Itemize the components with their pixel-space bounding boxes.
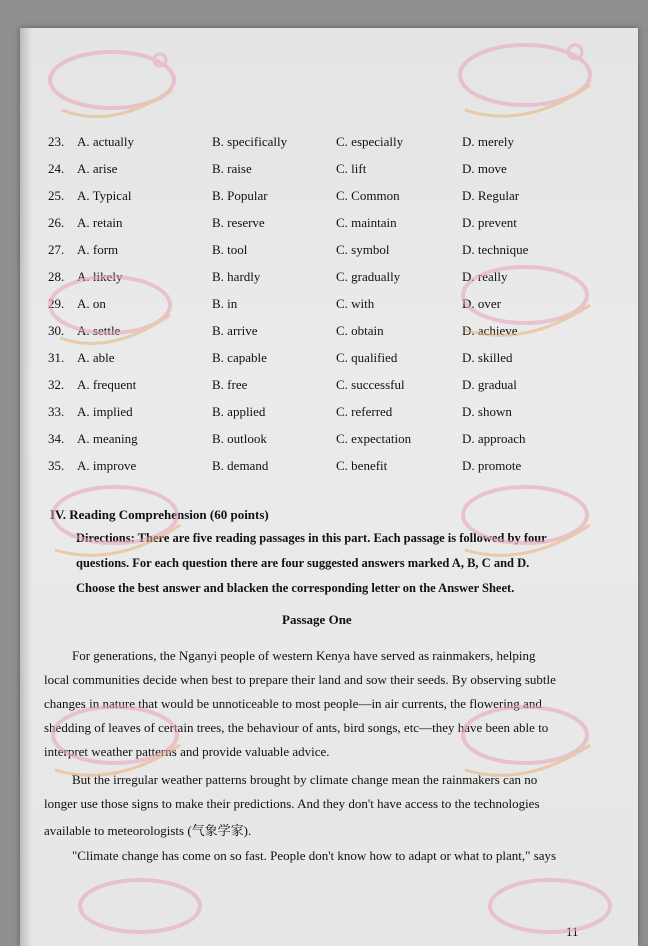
option-b: B. in xyxy=(212,296,238,311)
option-d: D. merely xyxy=(462,134,514,149)
directions-line: questions. For each question there are four suggested answers marked A, B, C and D. xyxy=(76,556,530,570)
option-row xyxy=(0,134,648,154)
option-c: C. Common xyxy=(336,188,400,203)
option-c: C. obtain xyxy=(336,323,384,338)
question-number: 35. xyxy=(48,458,65,473)
option-c: C. maintain xyxy=(336,215,397,230)
option-b: B. reserve xyxy=(212,215,265,230)
option-d: D. over xyxy=(462,296,501,311)
option-c: C. lift xyxy=(336,161,367,176)
option-c: C. gradually xyxy=(336,269,401,284)
option-b: B. raise xyxy=(212,161,252,176)
question-number: 27. xyxy=(48,242,65,257)
option-row xyxy=(0,269,648,289)
passage-line: interpret weather patterns and provide valuable advice. xyxy=(44,744,330,759)
option-d: D. Regular xyxy=(462,188,520,203)
question-number: 25. xyxy=(48,188,65,203)
option-row xyxy=(0,188,648,208)
option-d: D. really xyxy=(462,269,508,284)
option-b: B. hardly xyxy=(212,269,261,284)
option-a: A. frequent xyxy=(77,377,137,392)
option-row xyxy=(0,431,648,451)
question-number: 33. xyxy=(48,404,65,419)
option-d: D. promote xyxy=(462,458,522,473)
question-number: 34. xyxy=(48,431,65,446)
option-c: C. benefit xyxy=(336,458,388,473)
option-a: A. able xyxy=(77,350,115,365)
option-c: C. expectation xyxy=(336,431,412,446)
question-number: 32. xyxy=(48,377,65,392)
page-number: 11 xyxy=(566,924,579,939)
directions-line: Directions: There are five reading passages in this part. Each passage is followed by four xyxy=(76,531,547,545)
option-b: B. free xyxy=(212,377,248,392)
option-b: B. capable xyxy=(212,350,267,365)
option-a: A. retain xyxy=(77,215,123,230)
option-a: A. implied xyxy=(77,404,133,419)
option-b: B. Popular xyxy=(212,188,268,203)
option-d: D. approach xyxy=(462,431,526,446)
option-b: B. arrive xyxy=(212,323,258,338)
option-d: D. technique xyxy=(462,242,529,257)
question-number: 28. xyxy=(48,269,65,284)
option-row xyxy=(0,377,648,397)
option-a: A. Typical xyxy=(77,188,132,203)
option-b: B. tool xyxy=(212,242,248,257)
option-c: C. referred xyxy=(336,404,393,419)
passage-line: For generations, the Nganyi people of western Kenya have served as rainmakers, helping xyxy=(72,648,536,663)
option-a: A. form xyxy=(77,242,119,257)
passage-line: local communities decide when best to prepare their land and sow their seeds. By observing subtle xyxy=(44,672,556,687)
option-d: D. move xyxy=(462,161,507,176)
passage-line: longer use those signs to make their predictions. And they don't have access to the technologies xyxy=(44,796,540,811)
option-a: A. arise xyxy=(77,161,118,176)
passage-title: Passage One xyxy=(282,612,352,627)
option-a: A. improve xyxy=(77,458,137,473)
passage-line: available to meteorologists (气象学家). xyxy=(44,823,252,838)
question-number: 30. xyxy=(48,323,65,338)
option-row xyxy=(0,296,648,316)
option-d: D. shown xyxy=(462,404,512,419)
option-d: D. gradual xyxy=(462,377,517,392)
option-a: A. settle xyxy=(77,323,121,338)
option-d: D. achieve xyxy=(462,323,518,338)
option-d: D. skilled xyxy=(462,350,513,365)
section-title: IV. Reading Comprehension (60 points) xyxy=(50,507,269,522)
directions-line: Choose the best answer and blacken the corresponding letter on the Answer Sheet. xyxy=(76,581,515,595)
question-number: 23. xyxy=(48,134,65,149)
question-number: 31. xyxy=(48,350,65,365)
option-c: C. successful xyxy=(336,377,405,392)
option-b: B. applied xyxy=(212,404,266,419)
option-a: A. actually xyxy=(77,134,135,149)
option-c: C. symbol xyxy=(336,242,390,257)
option-b: B. specifically xyxy=(212,134,288,149)
passage-line: "Climate change has come on so fast. People don't know how to adapt or what to plant," says xyxy=(72,848,557,863)
option-row xyxy=(0,458,648,478)
option-row xyxy=(0,350,648,370)
passage-line: But the irregular weather patterns brought by climate change mean the rainmakers can no xyxy=(72,772,538,787)
option-row xyxy=(0,161,648,181)
option-b: B. outlook xyxy=(212,431,267,446)
question-number: 29. xyxy=(48,296,65,311)
passage-line: shedding of leaves of certain trees, the behaviour of ants, bird songs, etc—they have been able to xyxy=(44,720,549,735)
option-c: C. qualified xyxy=(336,350,398,365)
passage-line: changes in nature that would be unnoticeable to most people—in air currents, the flowering and xyxy=(44,696,542,711)
option-row xyxy=(0,323,648,343)
option-c: C. with xyxy=(336,296,375,311)
question-number: 24. xyxy=(48,161,65,176)
option-a: A. on xyxy=(77,296,106,311)
option-a: A. likely xyxy=(77,269,123,284)
option-c: C. especially xyxy=(336,134,404,149)
option-row xyxy=(0,404,648,424)
question-number: 26. xyxy=(48,215,65,230)
option-a: A. meaning xyxy=(77,431,138,446)
option-b: B. demand xyxy=(212,458,269,473)
option-row xyxy=(0,242,648,262)
option-d: D. prevent xyxy=(462,215,517,230)
option-row xyxy=(0,215,648,235)
